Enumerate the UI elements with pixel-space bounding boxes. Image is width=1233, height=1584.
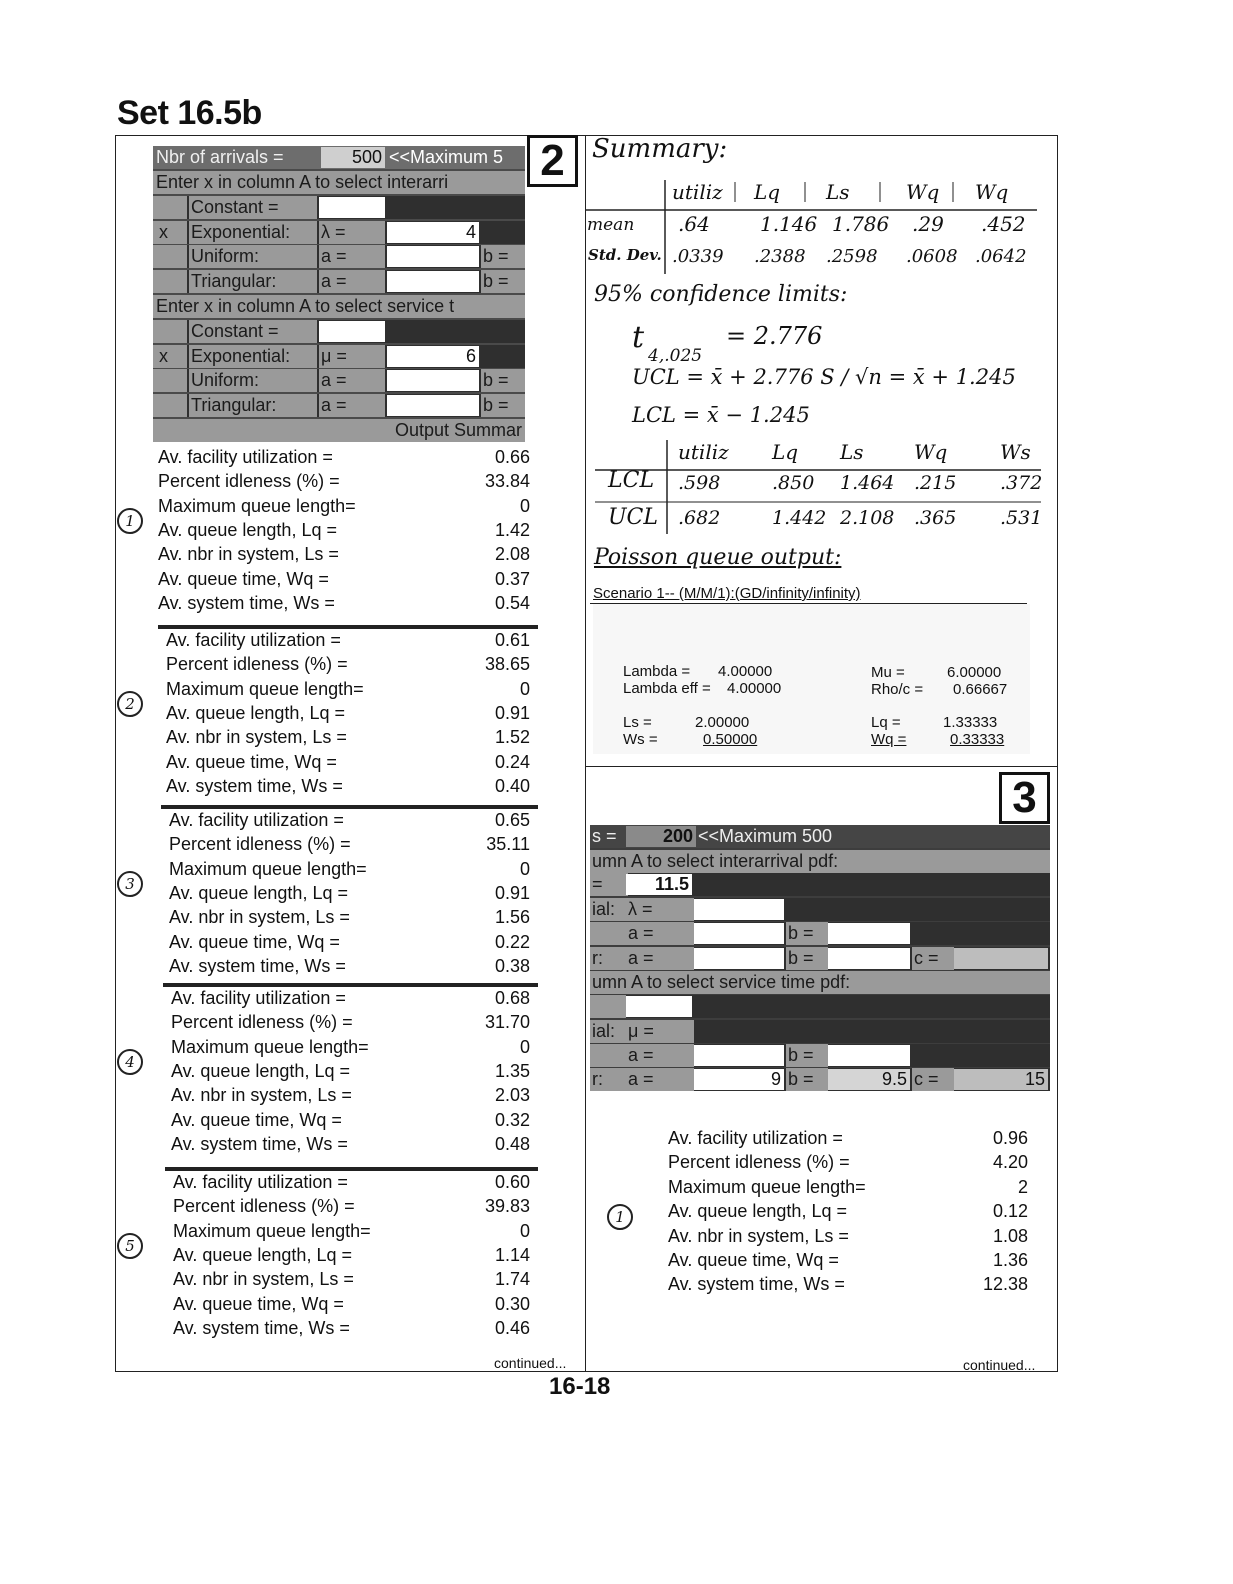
summary-col-header: Lq	[754, 180, 781, 204]
metric-label: Maximum queue length=	[169, 858, 367, 879]
mean-value: 1.786	[832, 212, 890, 236]
service-rate-input[interactable]: 6	[387, 346, 479, 367]
right-uniform-b-input[interactable]	[828, 923, 910, 944]
right-constant-row: = 11.5	[590, 873, 1050, 896]
poisson-heading: Poisson queue output:	[594, 545, 842, 570]
metric-label: Percent idleness (%) =	[173, 1196, 355, 1217]
lambda-value: 4.00000	[718, 663, 773, 680]
service-param-label: μ =	[319, 345, 385, 368]
summary-col-header: Wq	[906, 180, 940, 204]
interarrival-header: Enter x in column A to select interarri	[153, 171, 525, 194]
interarrival-a-input[interactable]	[387, 246, 479, 267]
summary-heading: Summary:	[592, 134, 728, 164]
metric-value: 0	[519, 495, 530, 516]
service-name: Exponential:	[189, 345, 317, 368]
metric-value: 0.38	[494, 955, 530, 976]
metric-value: 0.12	[992, 1201, 1028, 1222]
summary-col-header: Wq	[975, 180, 1009, 204]
metric-value: 2.08	[494, 544, 530, 565]
metric-label: Av. system time, Ws =	[166, 775, 343, 796]
ci-col-header: utiliz	[678, 440, 729, 464]
service-select-cell[interactable]	[153, 394, 187, 417]
interarrival-row-2	[153, 245, 525, 268]
ws-value: 0.50000	[703, 731, 758, 748]
metric-label: Av. system time, Ws =	[171, 1133, 348, 1154]
metric-value: 0.22	[494, 931, 530, 952]
right-svc-tri-b-input[interactable]: 9.5	[828, 1069, 910, 1090]
t-subscript: 4,.025	[648, 346, 703, 366]
metric-label: Maximum queue length=	[171, 1036, 369, 1057]
std-value: .2598	[826, 246, 878, 267]
wq-value: 0.33333	[950, 731, 1005, 748]
right-svc-tri-a-input[interactable]: 9	[694, 1069, 784, 1090]
service-select-cell[interactable]: x	[153, 345, 187, 368]
summary-col-header: Ls	[826, 180, 850, 204]
service-select-cell[interactable]	[153, 320, 187, 343]
poisson-panel: Lambda = 4.00000 Lambda eff = 4.00000 Mu = 6.00000 Rho/c = 0.66667 Ls = 2.00000 Ws = 0.50000 Lq = 1.33333 Wq = 0.33333	[593, 604, 1030, 754]
metric-label: Percent idleness (%) =	[668, 1152, 850, 1173]
metric-label: Percent idleness (%) =	[169, 834, 351, 855]
metric-value: 1.35	[494, 1060, 530, 1081]
sheet-tag-2: 2	[527, 135, 578, 187]
mean-value: 1.146	[760, 212, 818, 236]
metric-label: Av. nbr in system, Ls =	[668, 1225, 849, 1246]
right-svc-triangular-row: r: a = 9 b = 9.5 c = 15	[590, 1068, 1050, 1091]
ci-col-header: Ls	[840, 440, 864, 464]
metric-value: 0.91	[494, 882, 530, 903]
right-interarrival-header: umn A to select interarrival pdf:	[590, 850, 1050, 873]
metric-value: 35.11	[486, 834, 530, 855]
right-svc-exponential-row: ial: μ =	[590, 1020, 1050, 1043]
metric-label: Percent idleness (%) =	[171, 1012, 353, 1033]
service-name: Triangular:	[189, 394, 317, 417]
mean-value: .64	[678, 212, 710, 236]
column-divider	[585, 135, 586, 1372]
metric-label: Av. nbr in system, Ls =	[171, 1085, 352, 1106]
metric-label: Av. nbr in system, Ls =	[158, 544, 339, 565]
metric-value: 0.46	[494, 1317, 530, 1338]
arrivals-max-note: <<Maximum 5	[389, 147, 504, 167]
lcl-label: LCL	[608, 468, 655, 493]
lcl-value: .598	[678, 472, 721, 494]
metric-value: 0.24	[494, 751, 530, 772]
metric-value: 0.32	[494, 1109, 530, 1130]
mean-label: mean	[587, 215, 635, 235]
service-row-1	[153, 345, 525, 368]
metric-label: Percent idleness (%) =	[158, 471, 340, 492]
metric-value: 0.61	[494, 630, 530, 650]
right-constant-input[interactable]: 11.5	[626, 874, 692, 895]
interarrival-row-0	[153, 196, 525, 219]
metric-value: 0.30	[494, 1293, 530, 1314]
metric-value: 0.48	[494, 1133, 530, 1154]
right-svc-constant-row	[590, 995, 1050, 1018]
right-tri-c-input[interactable]	[954, 948, 1048, 969]
ci-col-header: Wq	[914, 440, 948, 464]
service-a-input[interactable]	[387, 395, 479, 416]
std-value: .2388	[754, 246, 806, 267]
run-number-circle: 1	[117, 508, 143, 534]
service-b-label: b =	[481, 369, 525, 392]
metric-value: 1.56	[494, 907, 530, 928]
sheet-tag-3: 3	[999, 772, 1050, 824]
ucl-value: .365	[914, 507, 957, 529]
run-number-circle: 1	[607, 1204, 633, 1230]
service-row-0	[153, 320, 525, 343]
service-param-label: a =	[319, 394, 385, 417]
ucl-label: UCL	[608, 505, 658, 530]
metric-value: 31.70	[484, 1012, 530, 1033]
interarrival-name: Exponential:	[189, 221, 317, 244]
lcl-value: 1.464	[840, 472, 895, 494]
metric-value: 1.36	[992, 1250, 1028, 1270]
right-exponential-row: ial: λ =	[590, 898, 1050, 921]
right-arrivals-row: s = 200 <<Maximum 500	[590, 825, 1050, 848]
metric-label: Av. facility utilization =	[668, 1128, 843, 1148]
ucl-value: .531	[1000, 507, 1043, 529]
metric-label: Av. queue length, Lq =	[158, 519, 337, 540]
metric-label: Av. queue time, Wq =	[169, 931, 340, 952]
mean-value: .29	[912, 212, 944, 236]
metric-value: 4.20	[992, 1152, 1028, 1173]
metric-label: Av. facility utilization =	[171, 988, 346, 1008]
arrivals-input[interactable]: 500	[321, 147, 385, 168]
run-number-circle: 3	[117, 871, 143, 897]
metric-label: Av. queue time, Wq =	[166, 751, 337, 772]
interarrival-name: Constant =	[189, 196, 317, 219]
lcl-value: .850	[772, 472, 815, 494]
interarrival-b-label: b =	[481, 270, 525, 293]
metric-value: 0.54	[494, 592, 530, 613]
interarrival-select-cell[interactable]	[153, 245, 187, 268]
service-name: Constant =	[189, 320, 317, 343]
interarrival-param-label: a =	[319, 245, 385, 268]
lcl-formula: LCL = x̄ − 1.245	[632, 403, 810, 427]
poisson-scenario: Scenario 1-- (M/M/1):(GD/infinity/infinity)	[593, 585, 861, 602]
right-service-header: umn A to select service time pdf:	[590, 971, 1050, 994]
metric-value: 0	[519, 1220, 530, 1241]
metric-value: 12.38	[982, 1274, 1028, 1295]
metric-label: Av. facility utilization =	[169, 810, 344, 830]
ci-col-header: Ws	[1000, 440, 1031, 464]
service-param-label: a =	[319, 369, 385, 392]
interarrival-select-cell[interactable]	[153, 196, 187, 219]
t-value: = 2.776	[726, 322, 823, 350]
metric-label: Av. facility utilization =	[158, 447, 333, 467]
metric-value: 0.68	[494, 988, 530, 1008]
ci-col-header: Lq	[772, 440, 799, 464]
metric-label: Maximum queue length=	[158, 495, 356, 516]
right-svc-tri-c-input[interactable]: 15	[954, 1069, 1048, 1090]
metric-label: Av. system time, Ws =	[668, 1274, 845, 1295]
interarrival-constant-input[interactable]	[319, 197, 385, 218]
ucl-value: .682	[678, 507, 721, 529]
metric-label: Av. queue time, Wq =	[173, 1293, 344, 1314]
metric-label: Av. queue time, Wq =	[158, 568, 329, 589]
metric-value: 1.52	[494, 727, 530, 748]
metric-label: Av. queue length, Lq =	[171, 1060, 350, 1081]
page-number: 16-18	[549, 1373, 611, 1400]
interarrival-name: Triangular:	[189, 270, 317, 293]
summary-col-header: utiliz	[672, 180, 723, 204]
metric-value: 1.42	[494, 519, 530, 540]
metric-value: 33.84	[484, 471, 530, 492]
service-row-2	[153, 369, 525, 392]
ls-value: 2.00000	[695, 714, 750, 731]
arrivals-row	[153, 146, 525, 169]
metric-value: 2	[1017, 1176, 1028, 1197]
metric-value: 1.08	[992, 1225, 1028, 1246]
rho-value: 0.66667	[953, 681, 1008, 698]
interarrival-param-label: λ =	[319, 221, 385, 244]
right-tri-b-input[interactable]	[828, 948, 910, 969]
metric-value: 38.65	[484, 654, 530, 675]
run-number-circle: 5	[117, 1233, 143, 1259]
mean-value: .452	[981, 212, 1026, 236]
right-svc-uniform-a-input[interactable]	[694, 1045, 784, 1066]
ucl-formula: UCL = x̄ + 2.776 S / √n = x̄ + 1.245	[632, 365, 1016, 389]
arrivals-label: Nbr of arrivals =	[156, 147, 284, 167]
metric-label: Av. facility utilization =	[173, 1172, 348, 1192]
metric-label: Av. queue length, Lq =	[173, 1244, 352, 1265]
metric-value: 0.37	[494, 568, 530, 589]
metric-value: 0.40	[494, 775, 530, 796]
metric-label: Av. queue length, Lq =	[166, 702, 345, 723]
metric-value: 0	[519, 858, 530, 879]
right-svc-constant-input[interactable]	[626, 996, 692, 1017]
output-summary-header: Output Summar	[153, 419, 525, 442]
metric-label: Av. queue time, Wq =	[171, 1109, 342, 1130]
metric-value: 0.96	[992, 1128, 1028, 1148]
metric-value: 1.74	[494, 1269, 530, 1290]
right-lambda-input[interactable]	[694, 899, 784, 920]
interarrival-param-label: a =	[319, 270, 385, 293]
interarrival-select-cell[interactable]	[153, 270, 187, 293]
std-label: Std. Dev.	[588, 246, 662, 264]
std-value: .0608	[906, 246, 958, 267]
lq-value: 1.33333	[943, 714, 998, 731]
metric-label: Av. queue length, Lq =	[169, 882, 348, 903]
std-value: .0642	[975, 246, 1027, 267]
ci-heading: 95% confidence limits:	[594, 282, 848, 307]
lcl-value: .372	[1000, 472, 1043, 494]
mu-value: 6.00000	[947, 664, 1002, 681]
service-name: Uniform:	[189, 369, 317, 392]
metric-label: Maximum queue length=	[173, 1220, 371, 1241]
right-svc-uniform-b-input[interactable]	[828, 1045, 910, 1066]
metric-value: 0	[519, 1036, 530, 1057]
right-uniform-a-input[interactable]	[694, 923, 784, 944]
right-svc-uniform-row: a = b =	[590, 1044, 1050, 1067]
metric-label: Av. nbr in system, Ls =	[169, 907, 350, 928]
lcl-value: .215	[914, 472, 957, 494]
metric-value: 0.91	[494, 702, 530, 723]
service-header: Enter x in column A to select service t	[153, 295, 525, 318]
metric-value: 39.83	[484, 1196, 530, 1217]
left-input-sheet	[153, 146, 525, 442]
metric-label: Percent idleness (%) =	[166, 654, 348, 675]
metric-value: 1.14	[494, 1244, 530, 1265]
right-section-rule	[586, 766, 1057, 767]
std-value: .0339	[672, 246, 724, 267]
metric-label: Av. nbr in system, Ls =	[166, 727, 347, 748]
right-tri-a-input[interactable]	[694, 948, 784, 969]
ucl-value: 2.108	[840, 507, 895, 529]
interarrival-select-cell[interactable]: x	[153, 221, 187, 244]
continued-left: continued...	[494, 1355, 567, 1371]
lambda-eff-value: 4.00000	[727, 680, 782, 697]
interarrival-row-3	[153, 270, 525, 293]
interarrival-name: Uniform:	[189, 245, 317, 268]
interarrival-b-label: b =	[481, 245, 525, 268]
interarrival-a-input[interactable]	[387, 271, 479, 292]
interarrival-rate-input[interactable]: 4	[387, 222, 479, 243]
metric-label: Maximum queue length=	[166, 678, 364, 699]
metric-label: Maximum queue length=	[668, 1176, 866, 1197]
metric-label: Av. nbr in system, Ls =	[173, 1269, 354, 1290]
metric-value: 0.66	[494, 447, 530, 467]
service-a-input[interactable]	[387, 370, 479, 391]
metric-label: Av. queue length, Lq =	[668, 1201, 847, 1222]
service-select-cell[interactable]	[153, 369, 187, 392]
service-constant-input[interactable]	[319, 321, 385, 342]
metric-value: 0.60	[494, 1172, 530, 1192]
t-symbol: t	[632, 320, 645, 355]
right-uniform-row: a = b =	[590, 922, 1050, 945]
metric-label: Av. system time, Ws =	[173, 1317, 350, 1338]
metric-value: 2.03	[494, 1085, 530, 1106]
metric-label: Av. queue time, Wq =	[668, 1250, 839, 1270]
run-number-circle: 4	[117, 1049, 143, 1075]
interarrival-row-1	[153, 221, 525, 244]
metric-label: Av. system time, Ws =	[158, 592, 335, 613]
page-title: Set 16.5b	[117, 94, 262, 132]
metric-value: 0.65	[494, 810, 530, 830]
ucl-value: 1.442	[772, 507, 827, 529]
continued-right: continued...	[963, 1357, 1036, 1373]
right-arrivals-input[interactable]: 200	[626, 826, 696, 847]
right-input-sheet	[590, 825, 1050, 1090]
metric-value: 0	[519, 678, 530, 699]
service-row-3	[153, 394, 525, 417]
service-b-label: b =	[481, 394, 525, 417]
right-triangular-row: r: a = b = c =	[590, 947, 1050, 970]
metric-label: Av. system time, Ws =	[169, 955, 346, 976]
metric-label: Av. facility utilization =	[166, 630, 341, 650]
run-number-circle: 2	[117, 691, 143, 717]
